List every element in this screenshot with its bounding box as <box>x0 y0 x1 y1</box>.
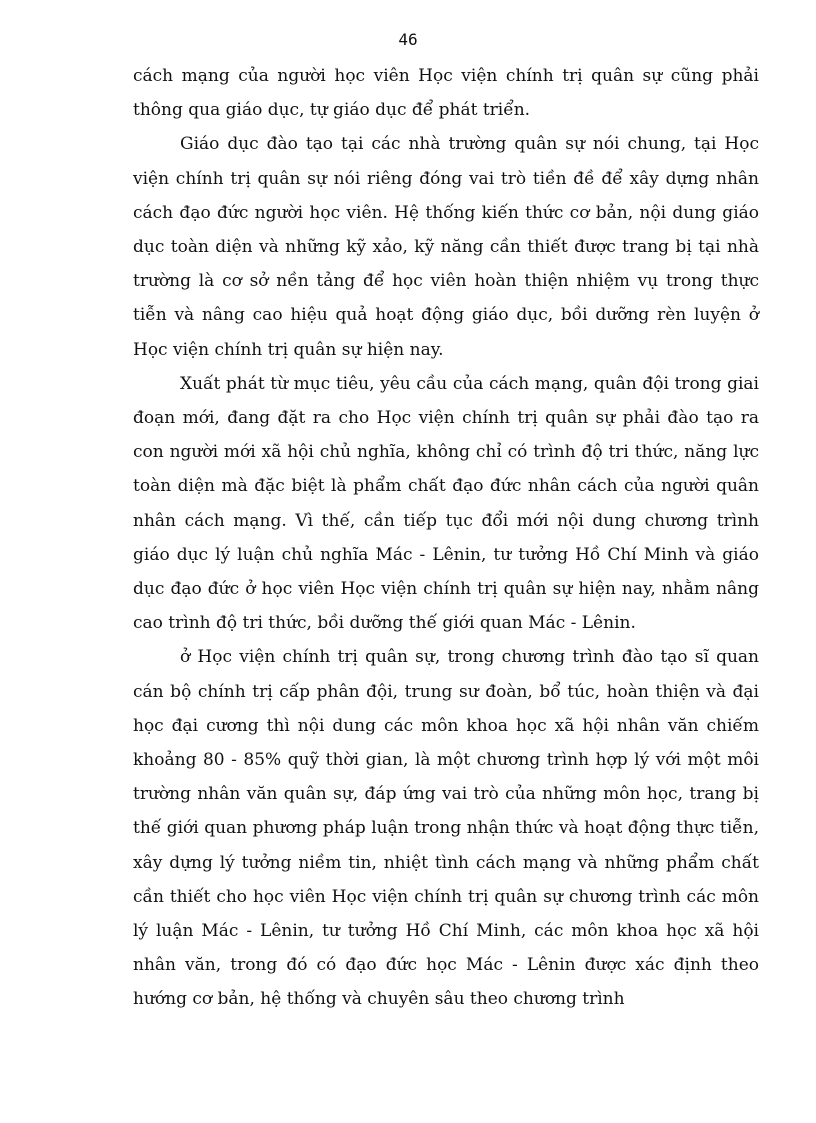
paragraph: Giáo dục đào tạo tại các nhà trường quân sự nói chung, tại Học viện chính trị quân sự nói riêng đóng vai trò tiền đề để xây dựng nhân cách đạo đức người học viên. Hệ thống kiến thức cơ bản, nội dung giáo dục toàn diện và những kỹ xảo, kỹ năng cần thiết được trang bị tại nhà trường là cơ sở nền tảng để học viên hoàn thiện nhiệm vụ trong thực tiễn và nâng cao hiệu quả hoạt động giáo dục, bồi dưỡng rèn luyện ở Học viện chính trị quân sự hiện nay. <box>133 134 759 360</box>
page-number: 46 <box>398 30 418 49</box>
paragraph: ở Học viện chính trị quân sự, trong chương trình đào tạo sĩ quan cán bộ chính trị cấp phân đội, trung sư đoàn, bổ túc, hoàn thiện và đại học đại cương thì nội dung các môn khoa học xã hội nhân văn chiếm khoảng 80 - 85% quỹ thời gian, là một chương trình hợp lý với một môi trường nhân văn quân sự, đáp ứng vai trò của những môn học, trang bị thế giới quan phương pháp luận trong nhận thức và hoạt động thực tiễn, xây dựng lý tưởng niềm tin, nhiệt tình cách mạng và những phẩm chất cần thiết cho học viên Học viện chính trị quân sự chương trình các môn lý luận Mác - Lênin, tư tưởng Hồ Chí Minh, các môn khoa học xã hội nhân văn, trong đó có đạo đức học Mác - Lênin được xác định theo hướng cơ bản, hệ thống và chuyên sâu theo chương trình <box>133 647 759 1010</box>
paragraph: Xuất phát từ mục tiêu, yêu cầu của cách mạng, quân đội trong giai đoạn mới, đang đặt ra cho Học viện chính trị quân sự phải đào tạo ra con người mới xã hội chủ nghĩa, không chỉ có trình độ tri thức, năng lực toàn diện mà đặc biệt là phẩm chất đạo đức nhân cách của người quân nhân cách mạng. Vì thế, cần tiếp tục đổi mới nội dung chương trình giáo dục lý luận chủ nghĩa Mác - Lênin, tư tưởng Hồ Chí Minh và giáo dục đạo đức ở học viên Học viện chính trị quân sự hiện nay, nhằm nâng cao trình độ tri thức, bồi dưỡng thế giới quan Mác - Lênin. <box>133 373 759 634</box>
body-text <box>133 59 759 1017</box>
paragraph-continuation: cách mạng của người học viên Học viện chính trị quân sự cũng phải thông qua giáo dục, tự giáo dục để phát triển. <box>133 66 759 121</box>
